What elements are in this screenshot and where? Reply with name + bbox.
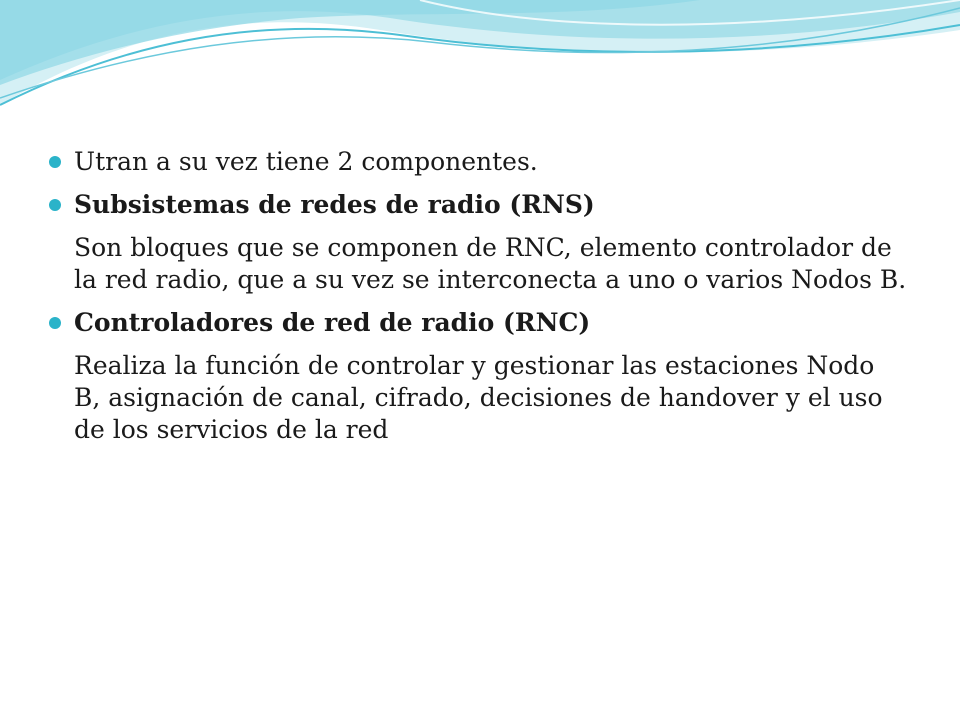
bullet-text: Subsistemas de redes de radio (RNS)	[74, 190, 595, 219]
rns-description: Son bloques que se componen de RNC, elemento controlador de la red radio, que a su vez se interconecta a uno o varios Nodos B.	[74, 233, 907, 294]
bullet-item-rnc-heading	[48, 307, 908, 339]
bullet-text: Utran a su vez tiene 2 componentes.	[74, 147, 538, 176]
rnc-description: Realiza la función de controlar y gestionar las estaciones Nodo B, asignación de canal, cifrado, decisiones de handover y el uso de los servicios de la red	[74, 351, 883, 444]
bullet-item-rns-heading	[48, 189, 908, 221]
bullet-item-utran	[48, 146, 908, 178]
bullet-dot-icon	[49, 156, 61, 168]
bullet-text: Controladores de red de radio (RNC)	[74, 308, 591, 337]
header-wave-decoration	[0, 0, 960, 130]
slide-body	[48, 146, 908, 457]
bullet-dot-icon	[49, 317, 61, 329]
bullet-dot-icon	[49, 199, 61, 211]
